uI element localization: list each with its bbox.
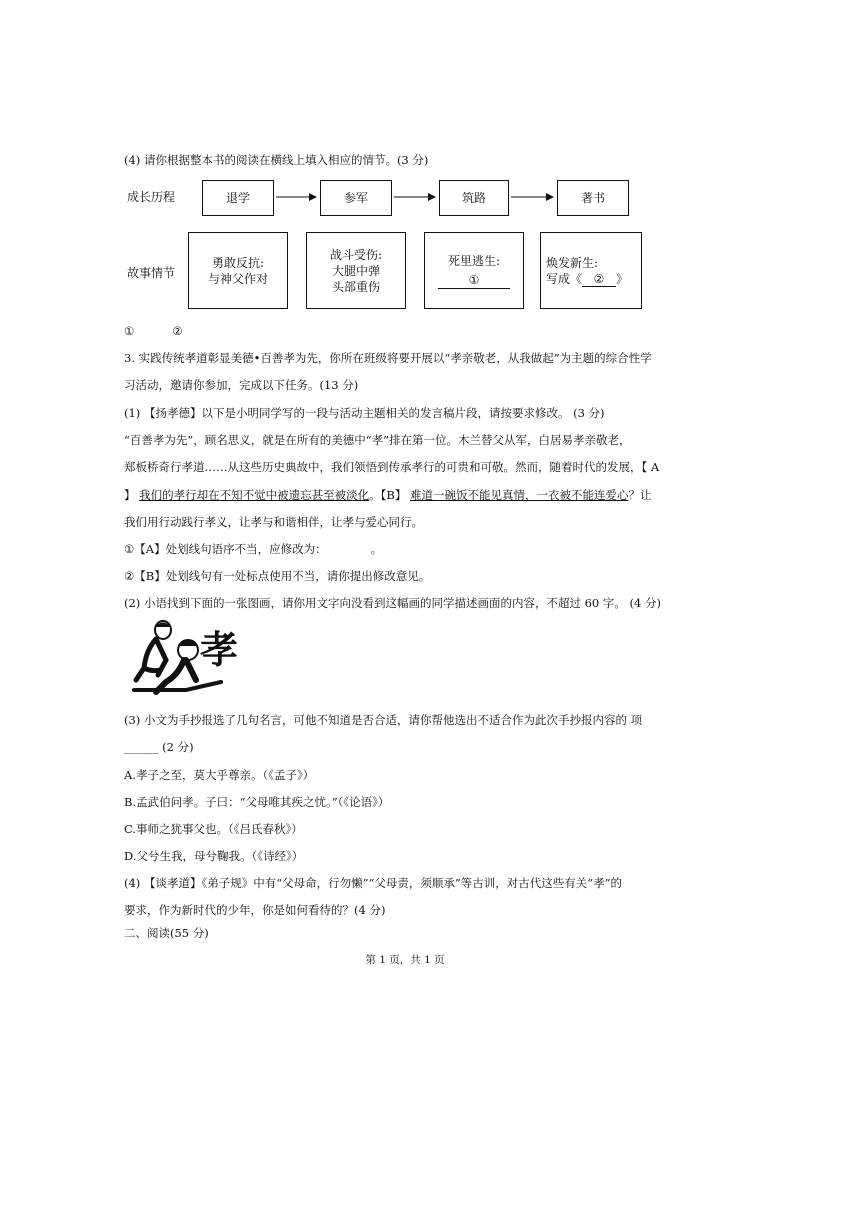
option-b: B.孟武伯问孝。子曰：“父母唯其疾之忧。”（《论语》） [124,795,390,809]
stage-box-2: 参军 [320,180,392,216]
task-a-end: 。 [370,542,383,556]
q3-sub4-line1: (4) 【谈孝道】《弟子规》中有“父母命，行勿懒”“父母责，须顺承”等古训，对古代这些有关“孝”的 [124,876,622,890]
q3-intro-line1: 3. 实践传统孝道彰显美德•百善孝为先，你所在班级将要开展以“孝亲敬老，从我做起”为主题的综合性学 [124,351,652,365]
stage-box-3: 筑路 [439,180,509,216]
answer-mark-2: ② [172,324,183,338]
plot-3-line1: 死里逃生: [447,254,501,268]
section-2-heading: 二、阅读(55 分) [124,926,209,940]
option-d: D.父兮生我，母兮鞠我。（《诗经》） [124,849,304,863]
filial-piety-cartoon [126,620,244,696]
stage-box-1: 退学 [202,180,274,216]
q3-sub1-title: (1) 【扬孝德】以下是小明同学写的一段与活动主题相关的发言稿片段，请按要求修改。 (3 分) [124,406,605,420]
underlined-sentence-a: 我们的孝行却在不知不觉中被遗忘甚至被淡化 [139,488,370,502]
plot-box-1 [188,232,288,309]
plot-box-2 [306,232,406,309]
plot-3-blank-mark: ① [468,273,480,287]
plot-box-3 [424,232,524,309]
plot-4-blank-2: ② [582,272,616,287]
option-a: A.孝子之至，莫大乎尊亲。（《孟子》） [124,768,315,782]
plot-box-4 [540,232,642,309]
stage-box-4: 著书 [557,180,629,216]
arrows-layer [0,0,867,230]
answer-mark-1: ① [124,324,135,338]
plot-2-line1: 战斗受伤: [329,248,383,262]
plot-2-line2: 大腿中弹 [331,264,380,278]
q3-sub2-title: (2) 小语找到下面的一张图画，请你用文字向没看到这幅画的同学描述画面的内容，不超过 60 字。 (4 分) [124,596,661,610]
plot-row-label: 故事情节 [127,266,176,280]
task-b: ②【B】处划线句有一处标点使用不当，请你提出修改意见。 [124,569,431,583]
plot-4-line2 [546,271,641,287]
plot-1-line1: 勇敢反抗: [211,256,265,270]
q3-intro-line2: 习活动，邀请你参加，完成以下任务。(13 分) [124,378,359,392]
para3-mid: 。【B】 [369,488,407,502]
q3-para-line1: “百善孝为先”，顾名思义，就是在所有的美德中“孝”排在第一位。木兰替父从军，白居易孝亲敬老， [124,433,631,447]
plot-4-line2-suffix: 》 [616,272,629,286]
question-4-header: (4) 请你根据整本书的阅读在横线上填入相应的情节。(3 分) [124,153,429,167]
q3-sub4-line2: 要求，作为新时代的少年，你是如何看待的？(4 分) [124,903,386,917]
q3-para-line3 [124,487,652,503]
underlined-sentence-b: 难道一碗饭不能见真情，一衣被不能连爱心 [410,488,629,502]
plot-1-line2: 与神父作对 [207,272,268,286]
q3-para-line2: 郑板桥奇行孝道……从这些历史典故中，我们领悟到传承孝行的可贵和可敬。然而，随着时代的发展，【 A [124,460,660,474]
para3-end: ？让 [628,488,652,502]
plot-2-line3: 头部重伤 [331,280,380,294]
plot-3-blank-1 [438,273,510,289]
q3-sub3-score: ______ (2 分) [124,740,194,754]
growth-row-label: 成长历程 [127,190,176,204]
q3-sub3-title: (3) 小文为手抄报选了几句名言，可他不知道是否合适，请你帮他选出不适合作为此次手抄报内容的 项 [124,713,643,727]
cartoon-character: 孝 [200,627,239,672]
plot-4-line2-prefix: 写成《 [546,272,583,286]
task-a-text: ①【A】处划线句语序不当，应修改为： [124,542,327,556]
para3-bracket: 】 [124,488,136,502]
answer-marks [124,323,183,339]
task-a [124,541,382,557]
plot-4-line1: 焕发新生: [546,256,599,270]
page-footer: 第 1 页，共 1 页 [365,954,445,966]
option-c: C.事师之犹事父也。（《吕氏春秋》） [124,822,303,836]
q3-para-line4: 我们用行动践行孝义，让孝与和谐相伴，让孝与爱心同行。 [124,515,423,529]
